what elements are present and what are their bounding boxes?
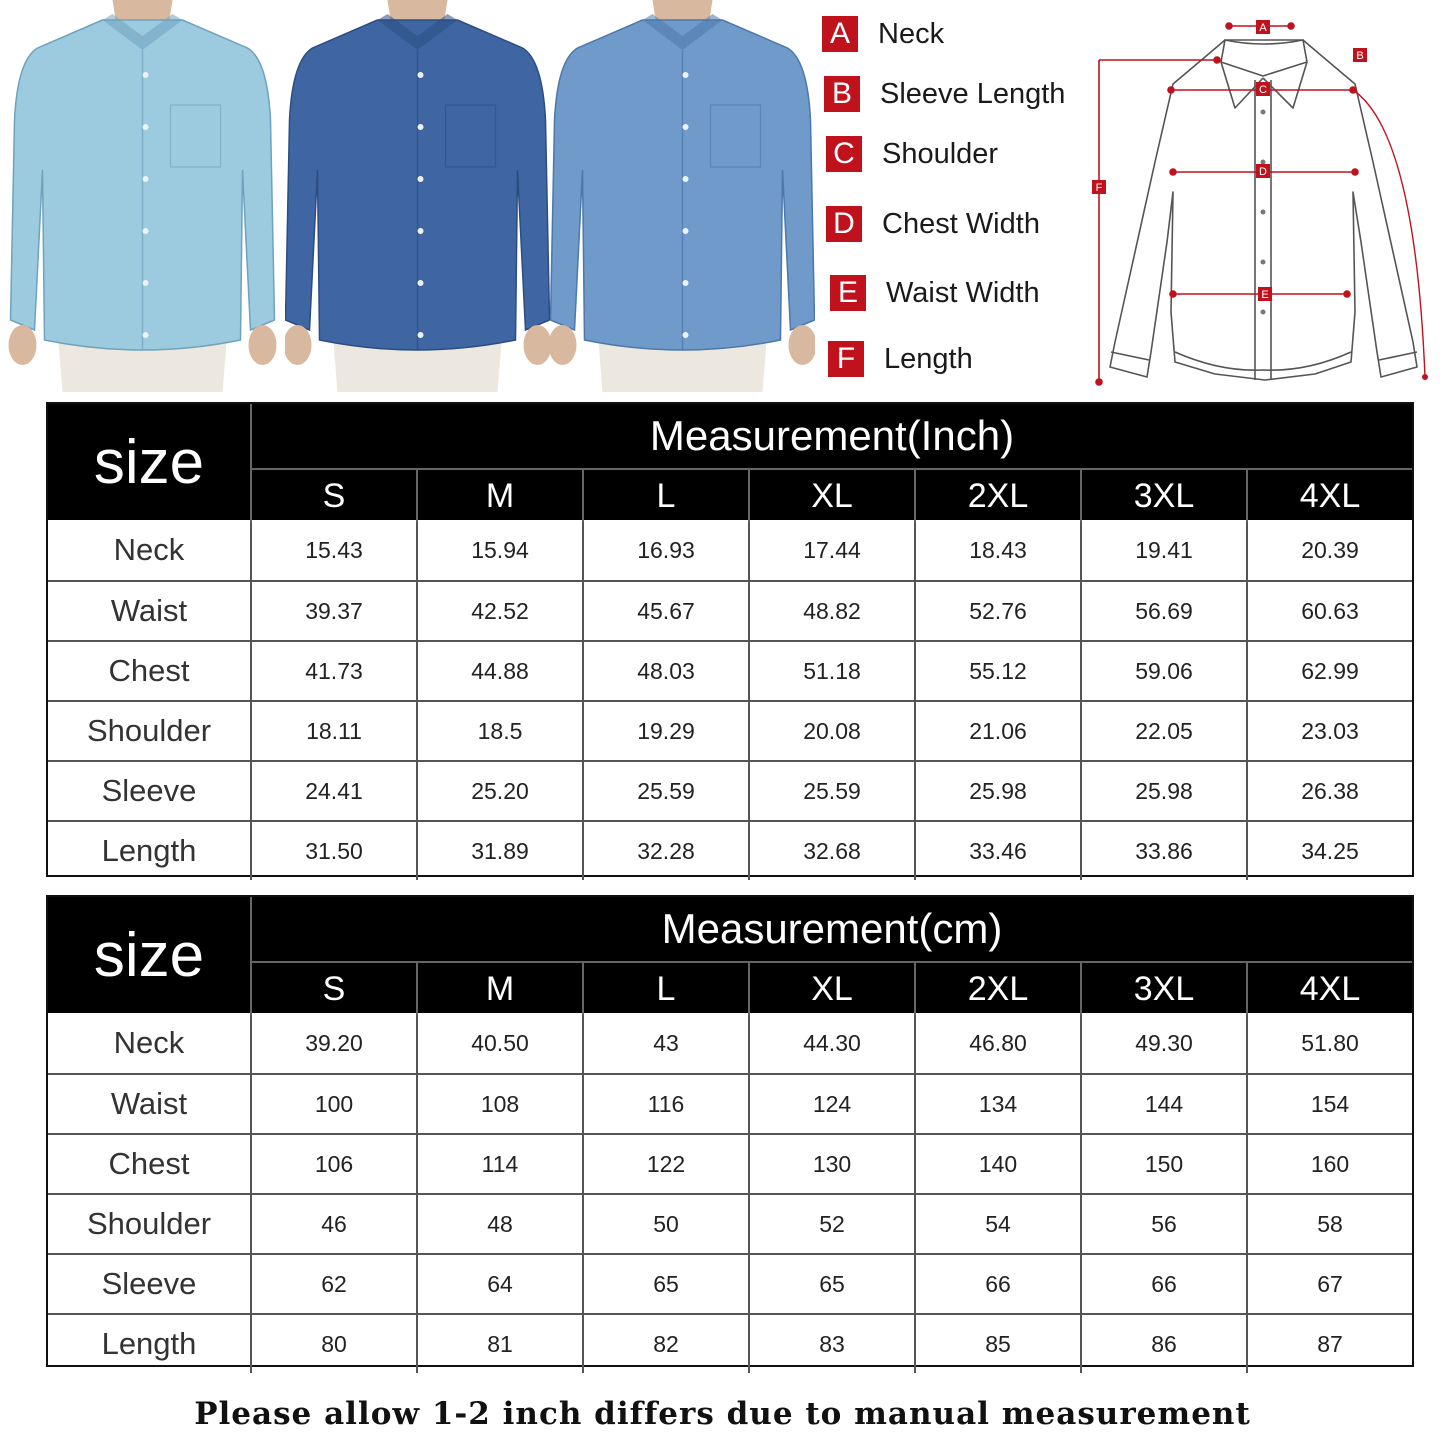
svg-text:A: A [1259,22,1267,34]
table-cell: 65 [750,1255,916,1313]
table-cell: 66 [1082,1255,1248,1313]
table-cell: 18.5 [418,702,584,760]
table-cell: 16.93 [584,520,750,580]
table-cell: 54 [916,1195,1082,1253]
legend-label: Chest Width [882,207,1040,240]
table-cell: 140 [916,1135,1082,1193]
row-label: Length [48,1315,252,1373]
table-cell: 21.06 [916,702,1082,760]
size-columns [250,468,1412,522]
table-cell: 41.73 [252,642,418,700]
table-cell: 62.99 [1301,657,1359,684]
table-cell: 85 [916,1315,1082,1373]
table-cell: 20.39 [1301,536,1359,563]
table-cell: 25.59 [584,762,750,820]
table-cell: 100 [252,1075,418,1133]
table-cell: 160 [1310,1150,1350,1177]
table-cell: 116 [584,1075,750,1133]
svg-text:E: E [1261,289,1269,301]
size-col-header: L [584,963,750,1015]
table-cell: 25.20 [418,762,584,820]
legend-badge: C [826,136,862,172]
table-cell: 19.41 [1082,520,1248,580]
size-col-header: S [252,470,418,522]
table-cell: 33.86 [1082,822,1248,880]
table-cell: 17.44 [750,520,916,580]
row-label: Shoulder [48,1195,252,1253]
table-cell: 34.25 [1301,837,1359,864]
size-col-header: XL [750,963,916,1015]
row-label: Chest [48,642,252,700]
legend-badge: F [828,341,864,377]
size-col-header: S [252,963,418,1015]
table-cell: 51.18 [750,642,916,700]
unit-title: Measurement(cm) [250,897,1412,961]
table-cell: 51.80 [1301,1029,1359,1056]
table-cell: 42.52 [418,582,584,640]
table-cell: 44.88 [418,642,584,700]
legend-item-length [828,339,973,379]
table-row [48,520,1412,580]
table-cell: 25.59 [750,762,916,820]
table-cell: 82 [584,1315,750,1373]
table-cell: 18.43 [916,520,1082,580]
table-cell: 67 [1317,1270,1343,1297]
table-row [48,1133,1412,1193]
table-cell: 18.11 [252,702,418,760]
table-cell: 87 [1317,1330,1343,1357]
size-col-header: M [418,963,584,1015]
legend-badge: E [830,275,866,311]
table-row [48,1013,1412,1073]
table-cell: 44.30 [750,1013,916,1073]
table-row [48,580,1412,640]
size-col-header: 3XL [1082,470,1248,522]
row-label: Sleeve [48,762,252,820]
svg-text:C: C [1259,84,1267,96]
row-label: Chest [48,1135,252,1193]
table-cell: 56.69 [1082,582,1248,640]
footer-note: Please allow 1-2 inch differs due to manual measurement [194,1396,1251,1432]
unit-title: Measurement(Inch) [250,404,1412,468]
legend-label: Waist Width [886,276,1040,309]
table-cell: 86 [1082,1315,1248,1373]
table-cell: 154 [1310,1090,1350,1117]
table-row [48,640,1412,700]
table-cell: 23.03 [1301,717,1359,744]
size-col-header: 4XL [1299,969,1361,1008]
table-cell: 130 [750,1135,916,1193]
shirt-measurement-diagram [1085,12,1435,392]
row-label: Neck [48,520,252,580]
table-row [48,1253,1412,1313]
table-cell: 39.20 [252,1013,418,1073]
table-row [48,760,1412,820]
table-cell: 46.80 [916,1013,1082,1073]
svg-text:D: D [1259,166,1267,178]
table-cell: 25.98 [1082,762,1248,820]
size-col-header: 2XL [916,470,1082,522]
legend-label: Sleeve Length [880,77,1066,110]
table-cell: 108 [418,1075,584,1133]
size-col-header: L [584,470,750,522]
table-cell: 45.67 [584,582,750,640]
table-cell: 26.38 [1301,777,1359,804]
legend-label: Neck [878,17,945,50]
table-row [48,1193,1412,1253]
legend-item-waist-width [830,273,1040,313]
table-cell: 59.06 [1082,642,1248,700]
size-columns [250,961,1412,1015]
table-header [48,404,1412,520]
size-col-header: M [418,470,584,522]
cm-size-table [46,895,1414,1367]
table-cell: 60.63 [1301,597,1359,624]
table-cell: 25.98 [916,762,1082,820]
table-cell: 58 [1317,1210,1343,1237]
legend-badge: B [824,76,860,112]
table-cell: 22.05 [1082,702,1248,760]
size-col-header: 3XL [1082,963,1248,1015]
table-cell: 144 [1082,1075,1248,1133]
dark-blue-shirt-photo [285,0,550,392]
legend-label: Shoulder [882,137,999,170]
table-cell: 24.41 [252,762,418,820]
table-cell: 114 [418,1135,584,1193]
table-cell: 19.29 [584,702,750,760]
table-cell: 43 [584,1013,750,1073]
table-cell: 48.03 [584,642,750,700]
table-row [48,1313,1412,1373]
size-col-header: 4XL [1299,476,1361,515]
row-label: Waist [48,582,252,640]
row-label: Length [48,822,252,880]
table-cell: 31.89 [418,822,584,880]
table-cell: 56 [1082,1195,1248,1253]
table-cell: 64 [418,1255,584,1313]
table-cell: 52 [750,1195,916,1253]
table-row [48,820,1412,880]
table-cell: 39.37 [252,582,418,640]
table-cell: 65 [584,1255,750,1313]
table-cell: 49.30 [1082,1013,1248,1073]
table-cell: 31.50 [252,822,418,880]
legend-item-chest-width [826,204,1040,244]
table-cell: 106 [252,1135,418,1193]
size-col-header: 2XL [916,963,1082,1015]
legend-item-neck [822,14,944,54]
size-col-header: XL [750,470,916,522]
table-cell: 33.46 [916,822,1082,880]
table-cell: 40.50 [418,1013,584,1073]
table-cell: 15.94 [418,520,584,580]
size-corner-label: size [93,427,205,497]
table-cell: 80 [252,1315,418,1373]
legend-label: Length [884,342,973,375]
table-cell: 134 [916,1075,1082,1133]
inch-size-table [46,402,1414,877]
table-cell: 46 [252,1195,418,1253]
table-cell: 50 [584,1195,750,1253]
table-cell: 20.08 [750,702,916,760]
legend-item-sleeve-length [824,74,1065,114]
legend-item-shoulder [826,134,998,174]
table-cell: 81 [418,1315,584,1373]
legend-badge: A [822,16,858,52]
row-label: Shoulder [48,702,252,760]
svg-text:F: F [1095,182,1103,194]
table-cell: 52.76 [916,582,1082,640]
light-blue-shirt-photo [0,0,285,392]
medium-blue-shirt-photo [550,0,815,392]
table-cell: 48 [418,1195,584,1253]
size-corner-label: size [93,920,205,990]
row-label: Neck [48,1013,252,1073]
table-row [48,1073,1412,1133]
svg-text:B: B [1356,50,1364,62]
table-cell: 122 [584,1135,750,1193]
table-cell: 150 [1082,1135,1248,1193]
row-label: Waist [48,1075,252,1133]
table-body [48,1013,1412,1373]
row-label: Sleeve [48,1255,252,1313]
table-cell: 62 [252,1255,418,1313]
table-header [48,897,1412,1013]
table-cell: 15.43 [252,520,418,580]
table-cell: 66 [916,1255,1082,1313]
table-row [48,700,1412,760]
table-cell: 55.12 [916,642,1082,700]
table-cell: 83 [750,1315,916,1373]
table-body [48,520,1412,880]
table-cell: 124 [750,1075,916,1133]
legend-badge: D [826,206,862,242]
table-cell: 32.28 [584,822,750,880]
table-cell: 48.82 [750,582,916,640]
table-cell: 32.68 [750,822,916,880]
